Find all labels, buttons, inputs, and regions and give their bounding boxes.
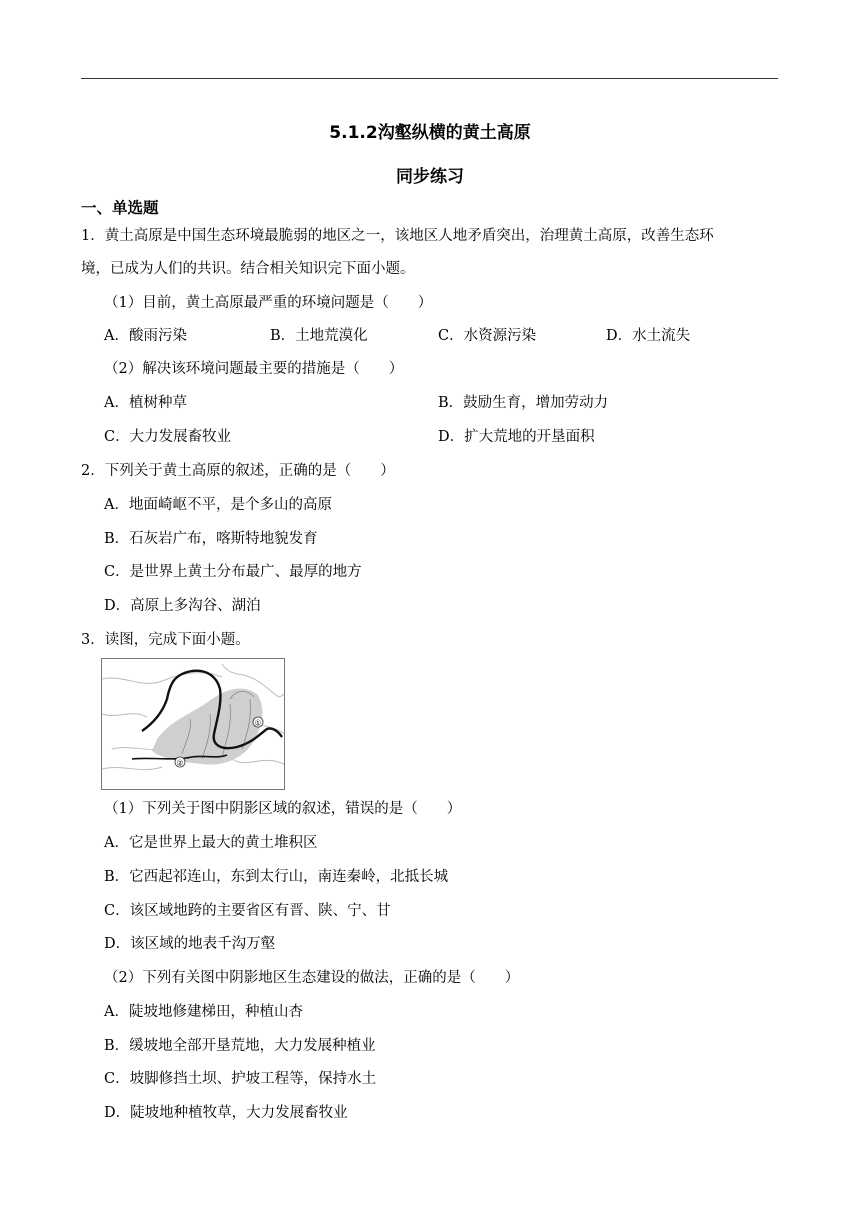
- q1-sub1-option-c[interactable]: C．水资源污染: [438, 328, 537, 344]
- loess-plateau-map: [101, 658, 285, 790]
- q3-stem: 3．读图，完成下面小题。: [81, 632, 250, 648]
- q2-option-c[interactable]: C．是世界上黄土分布最广、最厚的地方: [104, 564, 362, 580]
- q1-sub2-option-d[interactable]: D．扩大荒地的开垦面积: [438, 429, 595, 445]
- q2-option-b[interactable]: B．石灰岩广布，喀斯特地貌发育: [104, 531, 318, 547]
- q1-sub2-option-b[interactable]: B．鼓励生育，增加劳动力: [438, 395, 609, 411]
- q3-sub2-option-d[interactable]: D．陡坡地种植牧草，大力发展畜牧业: [104, 1105, 348, 1121]
- q3-sub1-stem: （1）下列关于图中阴影区域的叙述，错误的是（ ）: [104, 801, 462, 817]
- q1-sub2-option-c[interactable]: C．大力发展畜牧业: [104, 429, 232, 445]
- section-heading: 一、单选题: [81, 199, 159, 217]
- q3-sub2-stem: （2）下列有关图中阴影地区生态建设的做法，正确的是（ ）: [104, 970, 520, 986]
- q1-sub2-stem: （2）解决该环境问题最主要的措施是（ ）: [104, 361, 404, 377]
- q1-sub2-option-a[interactable]: A．植树种草: [104, 395, 187, 411]
- q3-sub2-option-a[interactable]: A．陡坡地修建梯田，种植山杏: [104, 1004, 303, 1020]
- header-rule: [81, 78, 778, 79]
- q2-option-a[interactable]: A．地面崎岖不平，是个多山的高原: [104, 497, 332, 513]
- q1-sub1-stem: （1）目前，黄土高原最严重的环境问题是（ ）: [104, 295, 433, 311]
- q1-stem-line1: 1．黄土高原是中国生态环境最脆弱的地区之一，该地区人地矛盾突出，治理黄土高原，改善生态环: [81, 228, 714, 244]
- q3-sub1-option-a[interactable]: A．它是世界上最大的黄土堆积区: [104, 835, 318, 851]
- q2-stem: 2．下列关于黄土高原的叙述，正确的是（ ）: [81, 463, 395, 479]
- q3-sub1-option-c[interactable]: C．该区域地跨的主要省区有晋、陕、宁、甘: [104, 903, 391, 919]
- page-subtitle: 同步练习: [396, 167, 464, 187]
- q3-sub1-option-b[interactable]: B．它西起祁连山，东到太行山，南连秦岭，北抵长城: [104, 869, 449, 885]
- page-title: 5.1.2沟壑纵横的黄土高原: [329, 123, 531, 143]
- map-marker-2: ②: [176, 758, 184, 768]
- q1-sub1-option-b[interactable]: B．土地荒漠化: [270, 328, 368, 344]
- q1-sub1-option-a[interactable]: A．酸雨污染: [104, 328, 187, 344]
- q1-stem-line2: 境，已成为人们的共识。结合相关知识完下面小题。: [81, 261, 415, 277]
- q1-sub1-option-d[interactable]: D．水土流失: [606, 328, 691, 344]
- map-marker-1: ①: [254, 718, 262, 728]
- q3-sub2-option-c[interactable]: C．坡脚修挡土坝、护坡工程等，保持水土: [104, 1071, 377, 1087]
- q3-sub1-option-d[interactable]: D．该区域的地表千沟万壑: [104, 936, 276, 952]
- q3-sub2-option-b[interactable]: B．缓坡地全部开垦荒地，大力发展种植业: [104, 1038, 376, 1054]
- map-graphic: [102, 659, 284, 789]
- q2-option-d[interactable]: D．高原上多沟谷、湖泊: [104, 598, 261, 614]
